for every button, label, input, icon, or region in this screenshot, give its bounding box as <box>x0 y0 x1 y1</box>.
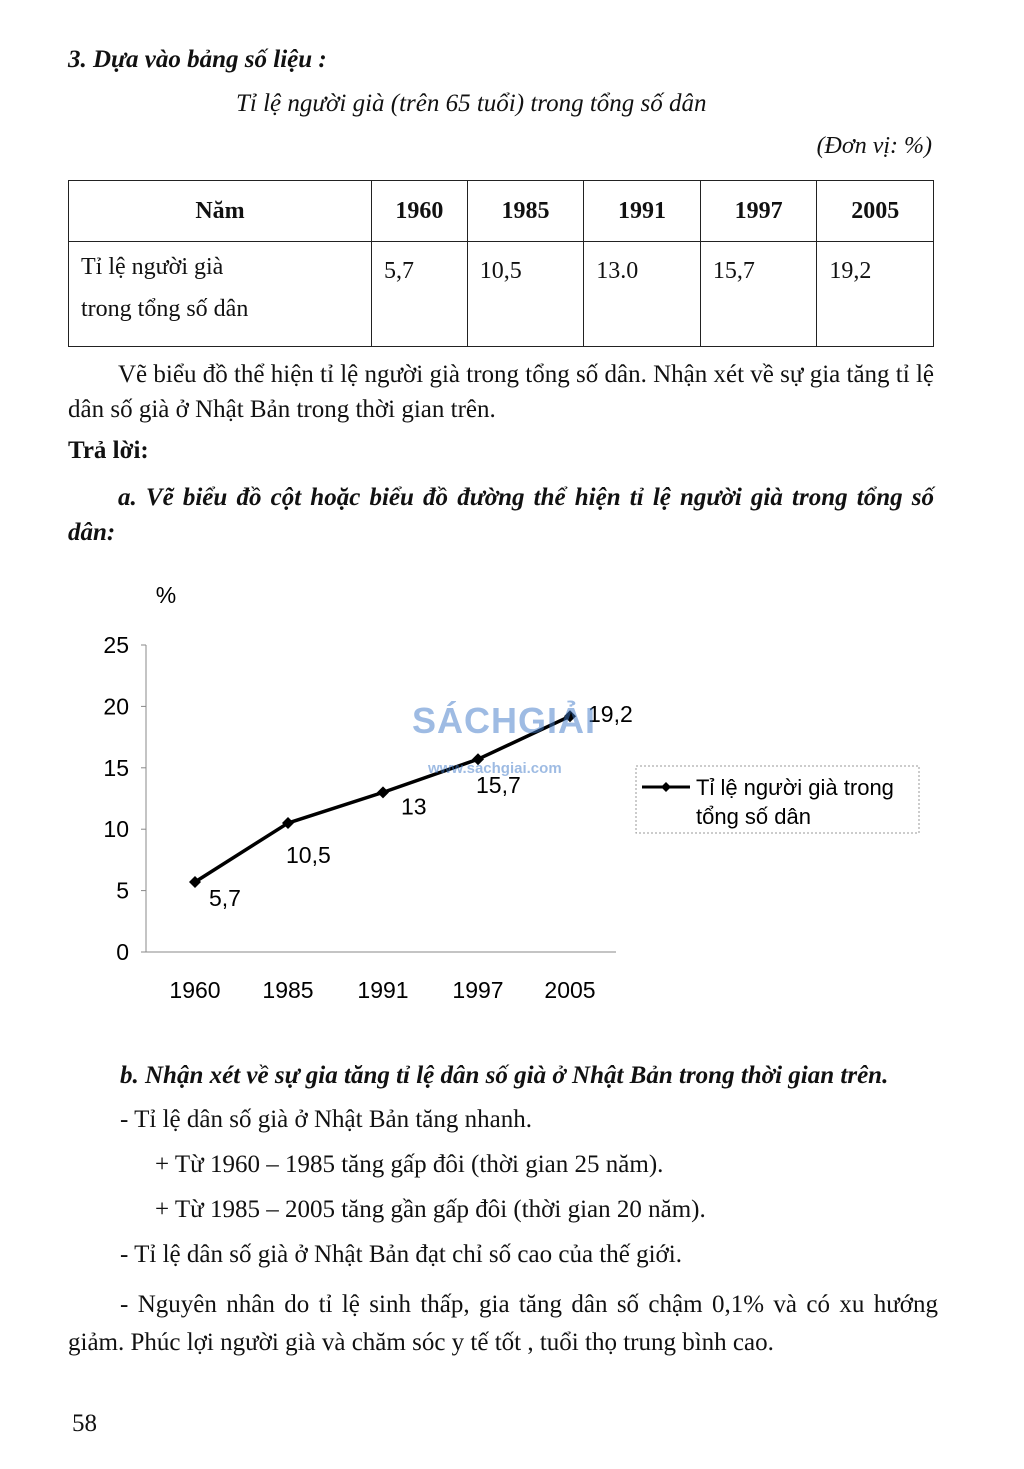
y-axis <box>103 632 146 965</box>
table-year-1997: 1997 <box>700 181 817 242</box>
comment-5: - Nguyên nhân do tỉ lệ sinh thấp, gia tăng dân số chậm 0,1% và có xu hướng giảm. Phúc lợi người già và chăm sóc y tế tốt , tuổi thọ trung bình cao. <box>68 1291 938 1356</box>
legend-text-line2: tổng số dân <box>696 804 811 829</box>
data-label: 19,2 <box>588 701 633 728</box>
page-number: 58 <box>72 1410 97 1437</box>
legend-marker <box>661 782 671 792</box>
table-year-1985: 1985 <box>467 181 584 242</box>
y-tick-label: 5 <box>116 877 129 904</box>
x-tick-label: 1997 <box>452 977 504 1003</box>
data-label: 13 <box>401 793 427 820</box>
table-title: Tỉ lệ người già (trên 65 tuổi) trong tổng số dân <box>236 90 707 117</box>
legend-text-line1: Tỉ lệ người già trong <box>696 775 894 800</box>
row-label-line2: trong tổng số dân <box>81 296 249 322</box>
data-label: 15,7 <box>476 772 521 799</box>
x-tick-label: 1991 <box>357 977 409 1003</box>
comment-3: + Từ 1985 – 2005 tăng gần gấp đôi (thời gian 20 năm). <box>155 1196 706 1223</box>
table-value-1960: 5,7 <box>372 242 468 347</box>
table-value-1991: 13.0 <box>584 242 701 347</box>
unit-label: (Đơn vị: %) <box>816 133 932 159</box>
table-year-1991: 1991 <box>584 181 701 242</box>
answer-label: Trả lời: <box>68 437 149 464</box>
legend <box>636 766 919 833</box>
watermark-url: www.sachgiai.com <box>428 760 562 777</box>
y-tick-label: 25 <box>103 632 129 658</box>
x-tick-label: 1985 <box>262 977 314 1003</box>
x-tick-label: 1960 <box>169 977 221 1003</box>
exercise-prompt: Vẽ biểu đồ thể hiện tỉ lệ người già trong tổng số dân. Nhận xét về sự gia tăng tỉ lệ dân số già ở Nhật Bản trong thời gian trên. <box>68 361 934 423</box>
row-label-line1: Tỉ lệ người già <box>81 254 224 280</box>
table-header-label: Năm <box>69 181 372 242</box>
line-chart <box>0 570 1024 1020</box>
table-value-2005: 19,2 <box>817 242 934 347</box>
part-b-heading: b. Nhận xét về sự gia tăng tỉ lệ dân số già ở Nhật Bản trong thời gian trên. <box>120 1062 889 1089</box>
data-label: 10,5 <box>286 842 331 869</box>
y-axis-label: % <box>155 582 177 608</box>
part-a-heading: a. Vẽ biểu đồ cột hoặc biểu đồ đường thể hiện tỉ lệ người già trong tổng số dân: <box>68 484 934 546</box>
table-value-1985: 10,5 <box>467 242 584 347</box>
watermark-logo: SÁCHGIẢI <box>412 700 597 741</box>
table-header-row <box>69 181 934 242</box>
table-year-1960: 1960 <box>372 181 468 242</box>
data-point <box>377 786 389 798</box>
comment-2: + Từ 1960 – 1985 tăng gấp đôi (thời gian 25 năm). <box>155 1151 664 1178</box>
table-row <box>69 242 934 347</box>
comment-1: - Tỉ lệ dân số già ở Nhật Bản tăng nhanh. <box>120 1106 532 1133</box>
y-tick-label: 15 <box>103 754 129 781</box>
comment-4: - Tỉ lệ dân số già ở Nhật Bản đạt chỉ số cao của thế giới. <box>120 1241 682 1268</box>
x-tick-label: 2005 <box>544 977 596 1003</box>
question-heading: 3. Dựa vào bảng số liệu : <box>68 46 327 73</box>
table-year-2005: 2005 <box>817 181 934 242</box>
data-table <box>68 180 934 347</box>
table-row-label <box>69 242 372 347</box>
y-tick-label: 20 <box>103 693 129 720</box>
y-tick-label: 0 <box>116 939 129 965</box>
y-tick-label: 10 <box>103 816 129 843</box>
table-value-1997: 15,7 <box>700 242 817 347</box>
x-axis <box>146 952 616 1003</box>
data-label: 5,7 <box>209 885 241 912</box>
